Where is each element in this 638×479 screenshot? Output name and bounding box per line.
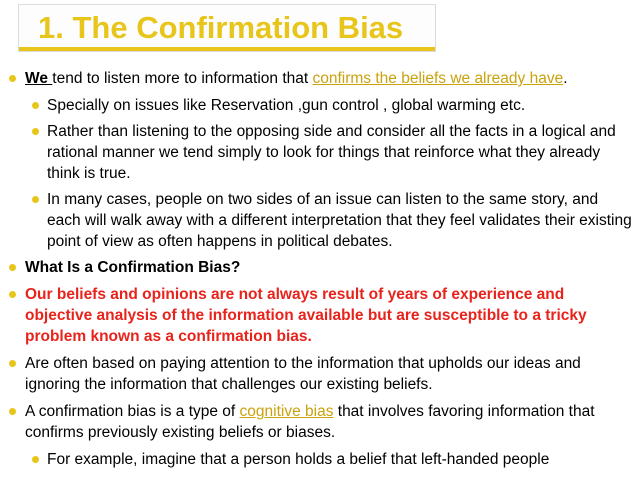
cognitive-bias-link[interactable]: cognitive bias <box>239 403 334 420</box>
title-accent-line <box>19 47 435 51</box>
bullet-dot-icon <box>32 196 39 203</box>
bullet-text: Are often based on paying attention to the information that upholds our ideas and ignoring the information that challenges our existing beliefs. <box>25 355 581 393</box>
confirms-beliefs-link[interactable]: confirms the beliefs we already have <box>312 70 564 87</box>
bullet-dot-icon <box>9 291 16 298</box>
bullet-text-start: A confirmation bias is a type of <box>25 403 240 420</box>
bullet-dot-icon <box>32 456 39 463</box>
bullet-listening <box>0 68 638 89</box>
bullet-dot-icon <box>9 408 16 415</box>
bullet-subject-we: We <box>25 70 53 87</box>
bullet-for-example <box>0 449 638 470</box>
bullet-dot-icon <box>32 102 39 109</box>
bullet-highlight-text: Our beliefs and opinions are not always result of years of experience and objective analysis of the information available but are susceptible to a tricky problem known as a confirmation bias. <box>25 286 587 345</box>
bullet-two-sides <box>0 189 638 252</box>
bullet-text: For example, imagine that a person holds a belief that left-handed people <box>47 451 550 468</box>
bullet-opposing-side <box>0 121 638 184</box>
bullet-text: that involves favoring information that confirms previously existing beliefs or biases. <box>25 403 595 441</box>
bullet-text-end: . <box>563 70 568 87</box>
bullet-text: Specially on issues like Reservation ,gun control , global warming etc. <box>47 97 526 114</box>
slide-content <box>0 68 638 475</box>
bullet-paying-attention <box>0 353 638 395</box>
slide-title: 1. The Confirmation Bias <box>38 10 404 45</box>
bullet-text: Rather than listening to the opposing side and consider all the facts in a logical and rational manner we tend simply to look for things that reinforce what they already think is true. <box>47 123 616 182</box>
bullet-dot-icon <box>9 75 16 82</box>
bullet-dot-icon <box>9 360 16 367</box>
bullet-dot-icon <box>32 128 39 135</box>
bullet-text: In many cases, people on two sides of an issue can listen to the same story, and each will walk away with a different interpretation that they feel validates their existing point of view as often happens in political debates. <box>47 191 632 250</box>
bullet-heading: What Is a Confirmation Bias? <box>25 259 241 276</box>
bullet-text: tend to listen more to information that <box>52 70 313 87</box>
bullet-specially-issues <box>0 95 638 116</box>
bullet-dot-icon <box>9 264 16 271</box>
bullet-beliefs-opinions <box>0 284 638 347</box>
bullet-what-is <box>0 257 638 278</box>
bullet-cognitive-bias <box>0 401 638 443</box>
